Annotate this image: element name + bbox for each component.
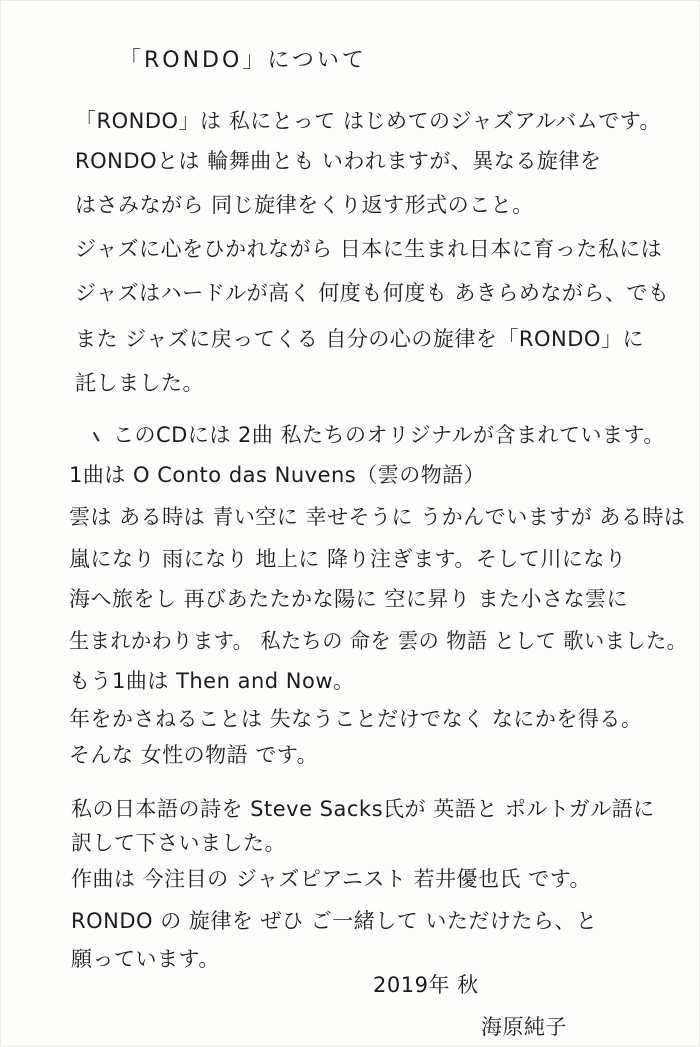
letter-line: RONDOとは 輪舞曲とも いわれますが、異なる旋律を xyxy=(75,149,602,173)
letter-line: RONDO の 旋律を ぜひ ご一緒して いただけたら、と xyxy=(71,909,598,933)
letter-line: 願っています。 xyxy=(71,947,220,971)
letter-line: 海へ旅をし 再びあたたかな陽に 空に昇り また小さな雲に xyxy=(69,587,629,611)
letter-line: 生まれかわります。 私たちの 命を 雲の 物語 として 歌いました。 xyxy=(69,629,688,653)
pen-mark xyxy=(93,430,102,441)
letter-date: 2019年 秋 xyxy=(373,973,479,997)
letter-line: はさみながら 同じ旋律をくり返す形式のこと。 xyxy=(75,193,534,217)
letter-line: また ジャズに戻ってくる 自分の心の旋律を「RONDO」に xyxy=(75,327,644,351)
letter-line: 託しました。 xyxy=(75,371,204,395)
letter-line: 嵐になり 雨になり 地上に 降り注ぎます。そして川になり xyxy=(69,547,627,571)
letter-line: 私の日本語の詩を Steve Sacks氏が 英語と ポルトガル語に xyxy=(71,797,655,821)
letter-line: このCDには 2曲 私たちのオリジナルが含まれています。 xyxy=(113,423,665,447)
letter-line: 年をかさねることは 失なうことだけでなく なにかを得る。 xyxy=(69,707,643,731)
letter-line: 雲は ある時は 青い空に 幸せそうに うかんでいますが ある時は xyxy=(69,505,686,529)
letter-line: そんな 女性の物語 です。 xyxy=(69,743,319,767)
letter-line: もう1曲は Then and Now。 xyxy=(69,669,355,693)
letter-line: ジャズはハードルが高く 何度も何度も あきらめながら、でも xyxy=(75,281,670,305)
letter-line: ジャズに心をひかれながら 日本に生まれ日本に育った私には xyxy=(75,237,663,261)
letter-line: 訳して下さいました。 xyxy=(71,831,286,855)
letter-title: 「RONDO」について xyxy=(119,48,367,73)
letter-line: 「RONDO」は 私にとって はじめてのジャズアルバムです。 xyxy=(75,109,662,133)
letter-line: 1曲は O Conto das Nuvens（雲の物語） xyxy=(69,463,486,487)
letter-line: 作曲は 今注目の ジャズピアニスト 若井優也氏 です。 xyxy=(71,867,592,891)
letter-signature: 海原純子 xyxy=(481,1015,567,1039)
